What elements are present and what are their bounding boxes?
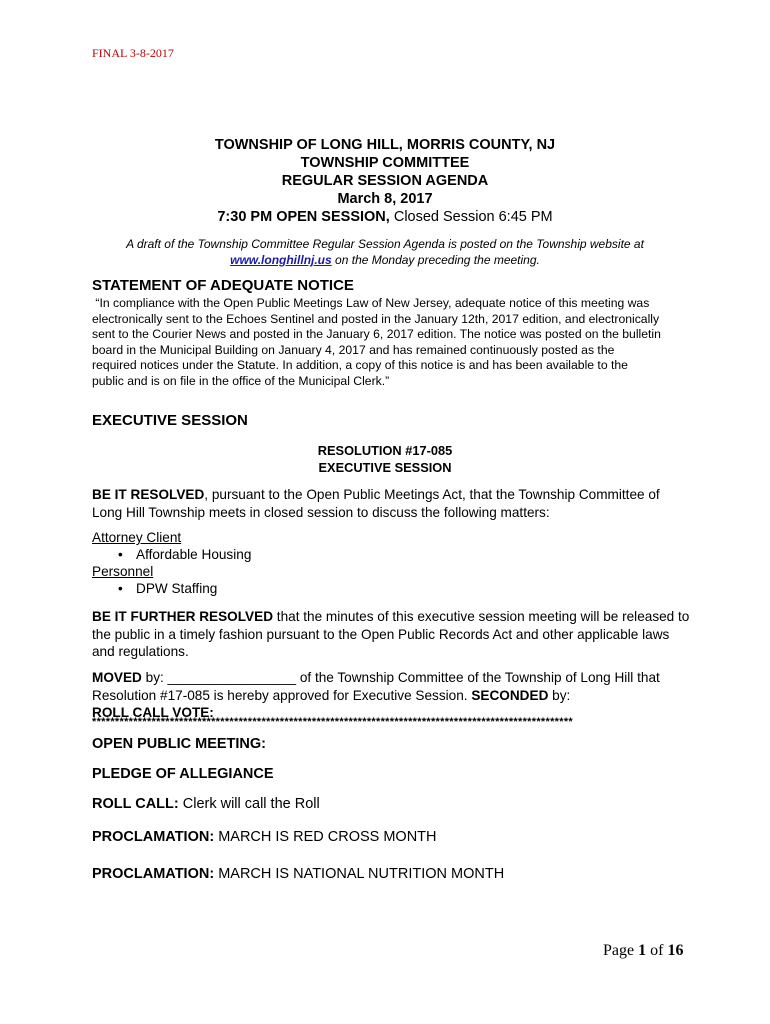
moved-paragraph bbox=[92, 669, 692, 722]
page-current: 1 bbox=[638, 942, 647, 959]
pledge-label: PLEDGE OF ALLEGIANCE bbox=[92, 766, 274, 782]
notice-line: electronically sent to the Echoes Sentinel and posted in the January 12th, 2017 edition, and electronically bbox=[92, 311, 660, 326]
affordable-housing-item: Affordable Housing bbox=[136, 547, 252, 562]
be-it-resolved-label: BE IT RESOLVED bbox=[92, 487, 205, 502]
be-it-resolved-text: , pursuant to the Open Public Meetings Act, that the Township Committee of Long Hill Township meets in closed session to discuss the following matters: bbox=[92, 487, 660, 520]
draft-text-2: on the Monday preceding the meeting. bbox=[335, 253, 540, 267]
page-label: Page bbox=[603, 942, 635, 959]
moved-text: by: _________________ of the Township Committee of the Township of Long Hill that Resolution #17-085 is hereby approved for Executive Session. bbox=[92, 670, 660, 703]
document-header bbox=[0, 136, 770, 226]
header-session-times bbox=[0, 208, 770, 226]
be-it-resolved-paragraph bbox=[92, 486, 692, 521]
resolution-subject: EXECUTIVE SESSION bbox=[318, 460, 452, 475]
adequate-notice-text bbox=[92, 296, 692, 389]
further-resolved-paragraph bbox=[92, 608, 692, 661]
notice-line: “In compliance with the Open Public Meetings Law of New Jersey, adequate notice of this meeting was bbox=[92, 296, 650, 310]
proclamation-red-cross bbox=[92, 829, 437, 845]
separator-stars: ********************************************************************************************************* bbox=[92, 716, 573, 728]
page-of: of bbox=[650, 942, 664, 959]
personnel-label: Personnel bbox=[92, 564, 154, 579]
draft-text-1: A draft of the Township Committee Regular Session Agenda is posted on the Township website at bbox=[126, 237, 644, 251]
closed-session-time: Closed Session 6:45 PM bbox=[393, 209, 553, 225]
open-public-meeting-label: OPEN PUBLIC MEETING: bbox=[92, 736, 267, 752]
proclamation-label: PROCLAMATION: bbox=[92, 866, 215, 882]
proclamation-nutrition bbox=[92, 866, 504, 882]
page-total: 16 bbox=[667, 942, 684, 959]
header-committee: TOWNSHIP COMMITTEE bbox=[300, 155, 470, 171]
seconded-text: by: bbox=[548, 687, 571, 703]
draft-notice bbox=[0, 236, 770, 268]
resolution-number: RESOLUTION #17-085 bbox=[317, 443, 453, 458]
notice-line: required notices under the Statute. In addition, a copy of this notice is and has been available to the bbox=[92, 358, 628, 372]
notice-line: board in the Municipal Building on January 4, 2017 and has remained continuously posted as the bbox=[92, 342, 615, 357]
adequate-notice-heading: STATEMENT OF ADEQUATE NOTICE bbox=[92, 277, 354, 294]
executive-session-heading: EXECUTIVE SESSION bbox=[92, 412, 248, 429]
header-agenda-title: REGULAR SESSION AGENDA bbox=[281, 173, 489, 189]
list-item: • DPW Staffing bbox=[118, 581, 218, 596]
moved-label: MOVED bbox=[92, 670, 142, 685]
final-stamp: FINAL 3-8-2017 bbox=[92, 46, 174, 60]
page-number bbox=[603, 942, 683, 960]
open-session-time: 7:30 PM OPEN SESSION, bbox=[217, 209, 390, 225]
resolution-title bbox=[0, 442, 770, 476]
attorney-client-label: Attorney Client bbox=[92, 530, 182, 545]
further-resolved-label: BE IT FURTHER RESOLVED bbox=[92, 609, 274, 624]
proclamation-text: MARCH IS NATIONAL NUTRITION MONTH bbox=[214, 866, 505, 882]
roll-call-text: Clerk will call the Roll bbox=[178, 796, 320, 812]
proclamation-text: MARCH IS RED CROSS MONTH bbox=[214, 829, 437, 845]
open-public-meeting-heading bbox=[92, 736, 266, 752]
roll-call-label: ROLL CALL: bbox=[92, 796, 179, 812]
notice-line: public and is on file in the office of the Municipal Clerk.” bbox=[92, 373, 390, 388]
header-date: March 8, 2017 bbox=[337, 191, 433, 207]
further-resolved-text: that the minutes of this executive session meeting will be released to the public in a timely fashion pursuant to the Open Public Records Act and other applicable laws and regulations. bbox=[92, 609, 690, 659]
township-website-link[interactable]: www.longhillnj.us bbox=[230, 253, 332, 267]
seconded-label: SECONDED bbox=[471, 687, 549, 703]
notice-line: sent to the Courier News and posted in the January 6, 2017 edition. The notice was posted on the bulletin bbox=[92, 327, 661, 341]
header-township: TOWNSHIP OF LONG HILL, MORRIS COUNTY, NJ bbox=[214, 137, 556, 153]
pledge-heading bbox=[92, 766, 274, 782]
roll-call-vote-label: ROLL CALL VOTE: bbox=[92, 705, 214, 720]
roll-call-item bbox=[92, 796, 320, 812]
list-item: • Affordable Housing bbox=[118, 547, 252, 562]
proclamation-label: PROCLAMATION: bbox=[92, 829, 215, 845]
dpw-staffing-item: DPW Staffing bbox=[136, 581, 218, 596]
